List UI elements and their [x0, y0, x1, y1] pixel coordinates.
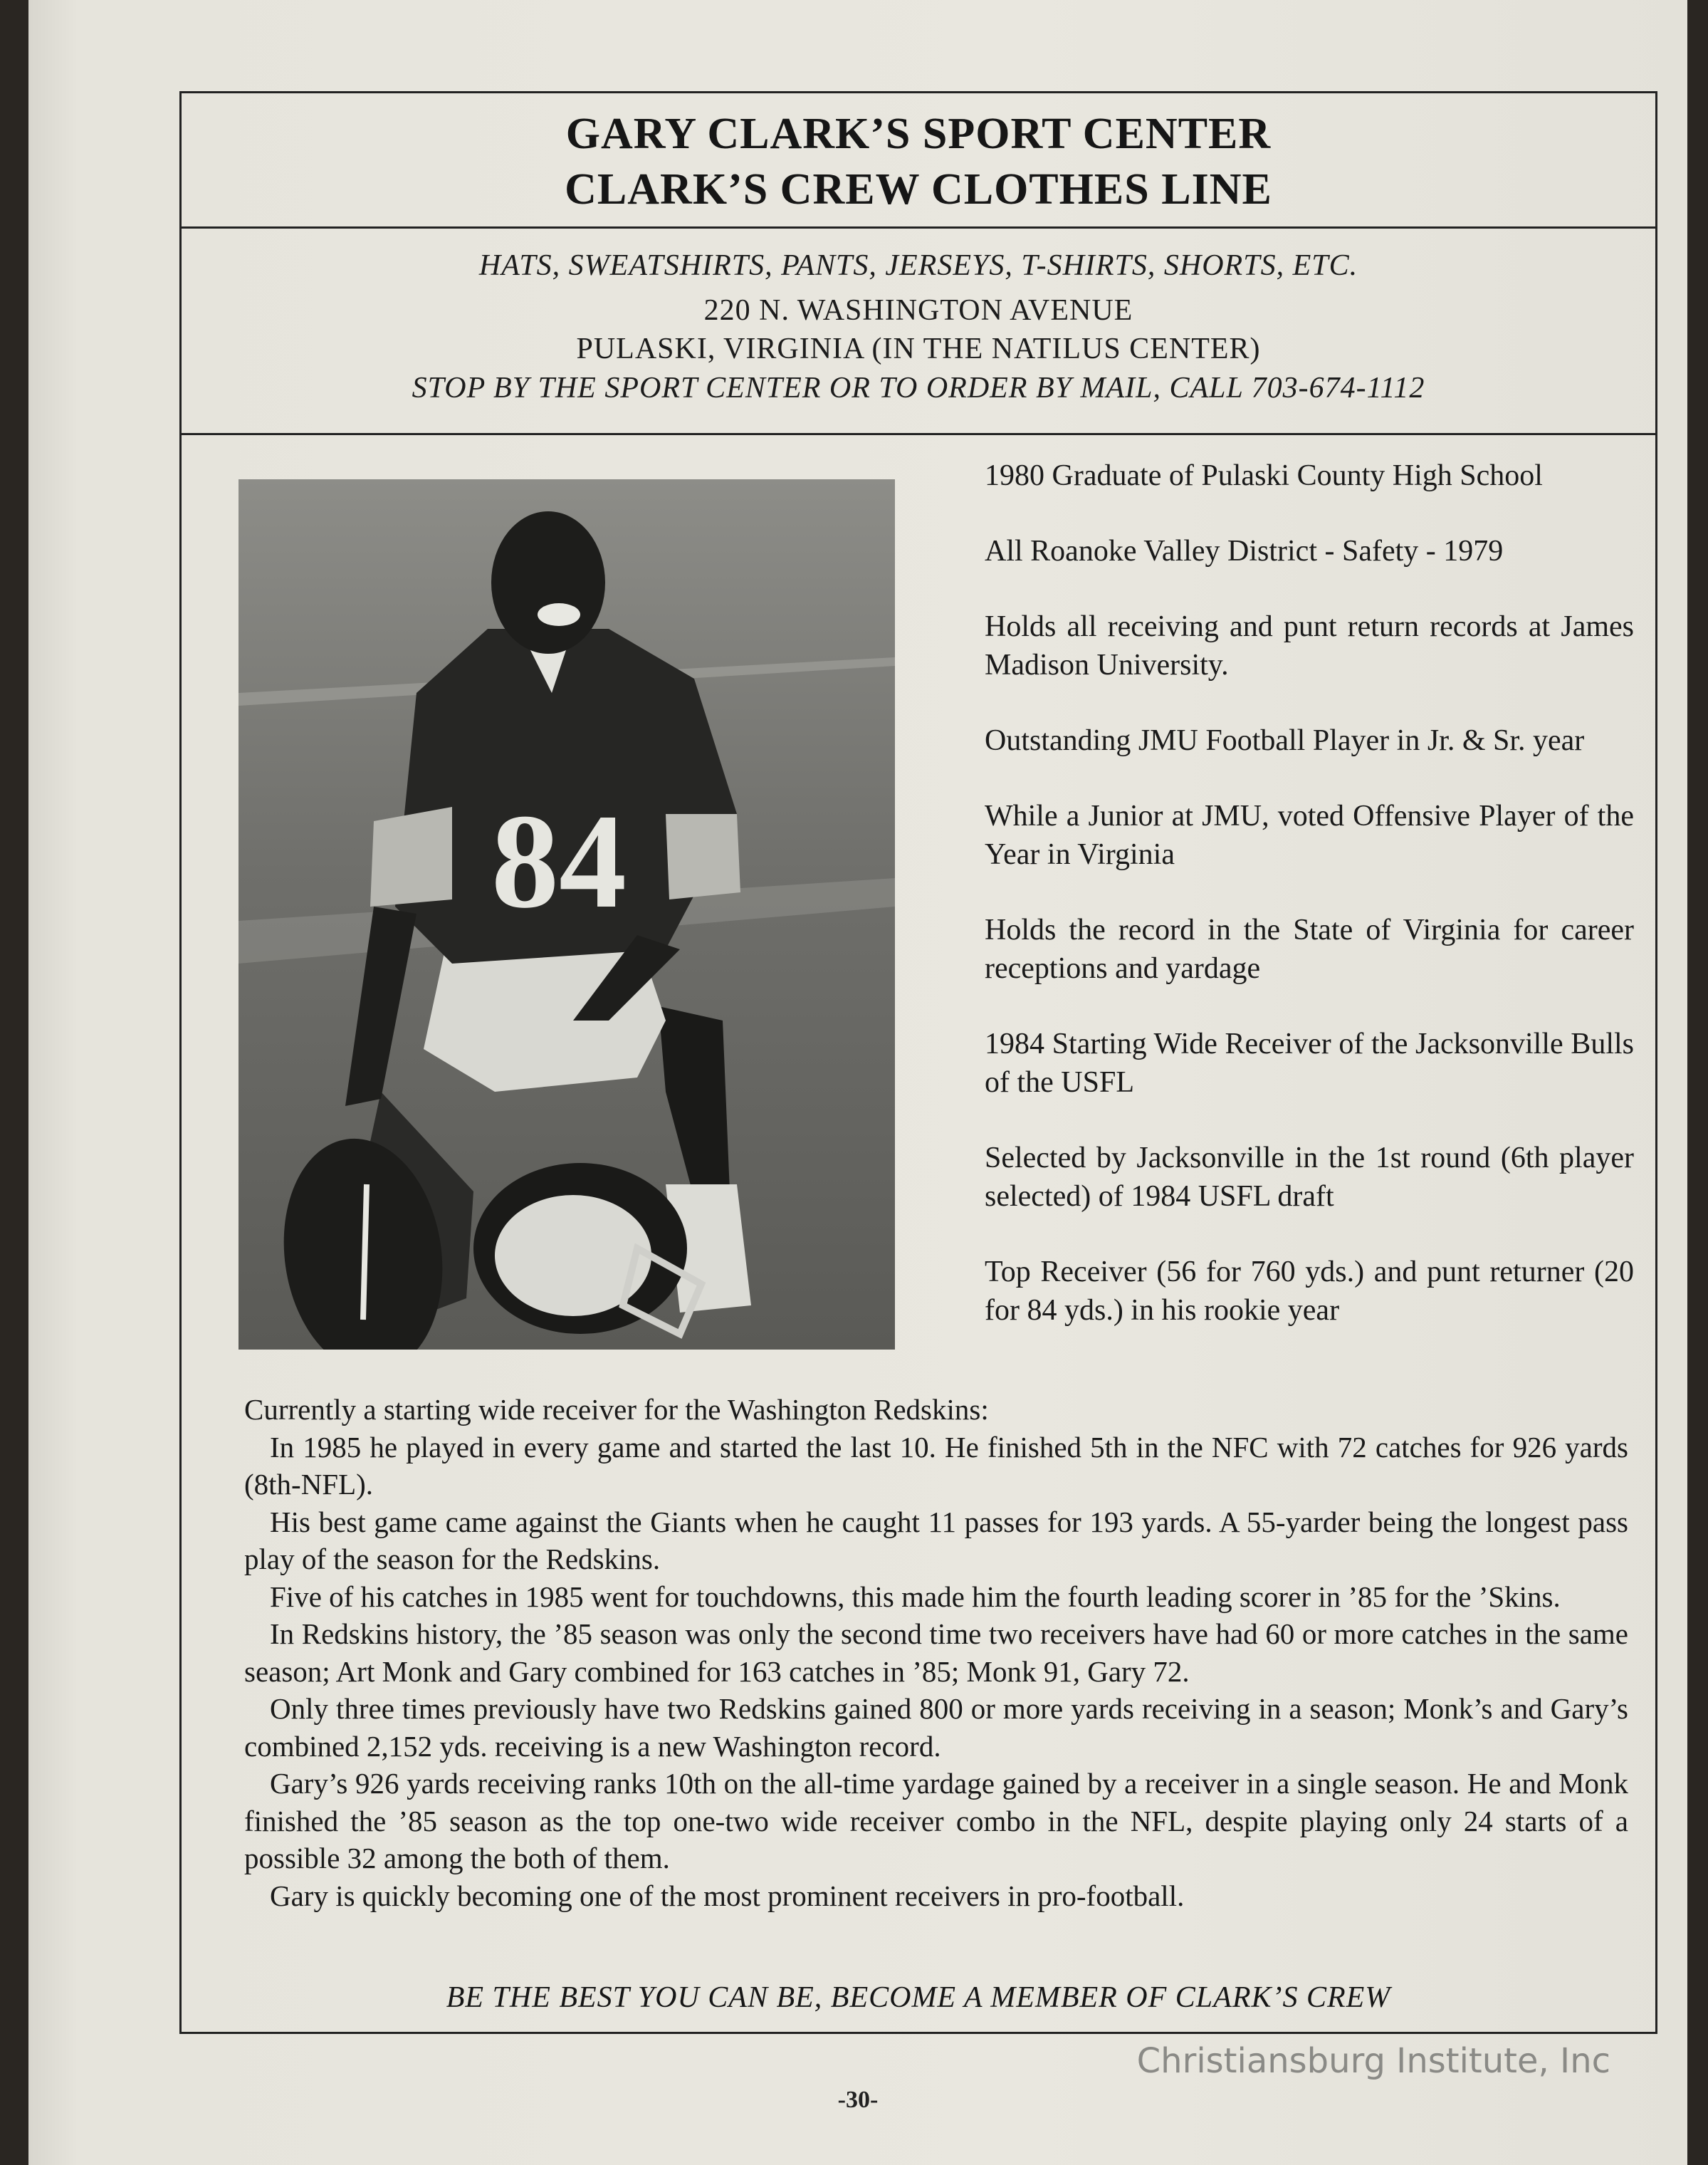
page-number: -30-	[837, 2087, 879, 2113]
fact-item: Holds the record in the State of Virginia for career receptions and yardage	[985, 914, 1634, 985]
address-line2: PULASKI, VIRGINIA (IN THE NATILUS CENTER)	[576, 333, 1261, 365]
order-info: STOP BY THE SPORT CENTER OR TO ORDER BY MAIL, CALL 703-674-1112	[412, 372, 1425, 405]
motto-text: BE THE BEST YOU CAN BE, BECOME A MEMBER OF CLARK’S CREW	[446, 1981, 1391, 2014]
fact-item: Top Receiver (56 for 760 yds.) and punt returner (20 for 84 yds.) in his rookie year	[985, 1256, 1634, 1327]
fact-item: Outstanding JMU Football Player in Jr. & Sr. year	[985, 724, 1585, 757]
ad-title-line2: CLARK’S CREW CLOTHES LINE	[565, 165, 1272, 214]
advertisement-frame	[179, 91, 1657, 2034]
body-paragraph: Gary is quickly becoming one of the most prominent receivers in pro-football.	[270, 1879, 1185, 1912]
store-info	[182, 229, 1655, 435]
player-photo	[239, 479, 895, 1350]
redskins-career-text	[244, 1391, 1628, 1914]
ad-title-line1: GARY CLARK’S SPORT CENTER	[565, 110, 1272, 158]
fact-item: 1984 Starting Wide Receiver of the Jacksonville Bulls of the USFL	[985, 1028, 1634, 1099]
motto	[182, 1981, 1655, 2015]
body-paragraph: His best game came against the Giants when he caught 11 passes for 193 yards. A 55-yarder being the longest pass play of the season for the Redskins.	[244, 1505, 1628, 1575]
watermark: Christiansburg Institute, Inc	[1136, 2041, 1610, 2081]
ad-header	[182, 93, 1655, 229]
jersey-number: 84	[491, 787, 627, 937]
body-paragraph: Currently a starting wide receiver for the Washington Redskins:	[244, 1393, 989, 1426]
fact-item: While a Junior at JMU, voted Offensive Player of the Year in Virginia	[985, 800, 1634, 871]
fact-item: 1980 Graduate of Pulaski County High School	[985, 459, 1543, 492]
product-list: HATS, SWEATSHIRTS, PANTS, JERSEYS, T-SHIRTS, SHORTS, ETC.	[478, 249, 1358, 282]
program-page	[28, 0, 1687, 2165]
body-paragraph: In 1985 he played in every game and started the last 10. He finished 5th in the NFC with 72 catches for 926 yards (8th-NFL).	[244, 1430, 1628, 1501]
fact-item: Holds all receiving and punt return records at James Madison University.	[985, 610, 1634, 682]
career-highlights	[985, 457, 1634, 1367]
body-paragraph: Gary’s 926 yards receiving ranks 10th on the all-time yardage gained by a receiver in a single season. He and Monk finished the ’85 season as the top one-two wide receiver combo in the NFL, despite playing only 24 starts of a possible 32 among the both of them.	[244, 1767, 1628, 1874]
body-paragraph: Five of his catches in 1985 went for touchdowns, this made him the fourth leading scorer in ’85 for the ’Skins.	[270, 1580, 1561, 1613]
fact-item: Selected by Jacksonville in the 1st round (6th player selected) of 1984 USFL draft	[985, 1142, 1634, 1213]
body-paragraph: In Redskins history, the ’85 season was only the second time two receivers have had 60 or more catches in the same season; Art Monk and Gary combined for 163 catches in ’85; Monk 91, Gary 72.	[244, 1617, 1628, 1688]
address-line1: 220 N. WASHINGTON AVENUE	[703, 294, 1133, 327]
fact-item: All Roanoke Valley District - Safety - 1979	[985, 535, 1504, 568]
body-paragraph: Only three times previously have two Redskins gained 800 or more yards receiving in a season; Monk’s and Gary’s combined 2,152 yds. receiving is a new Washington record.	[244, 1692, 1628, 1763]
